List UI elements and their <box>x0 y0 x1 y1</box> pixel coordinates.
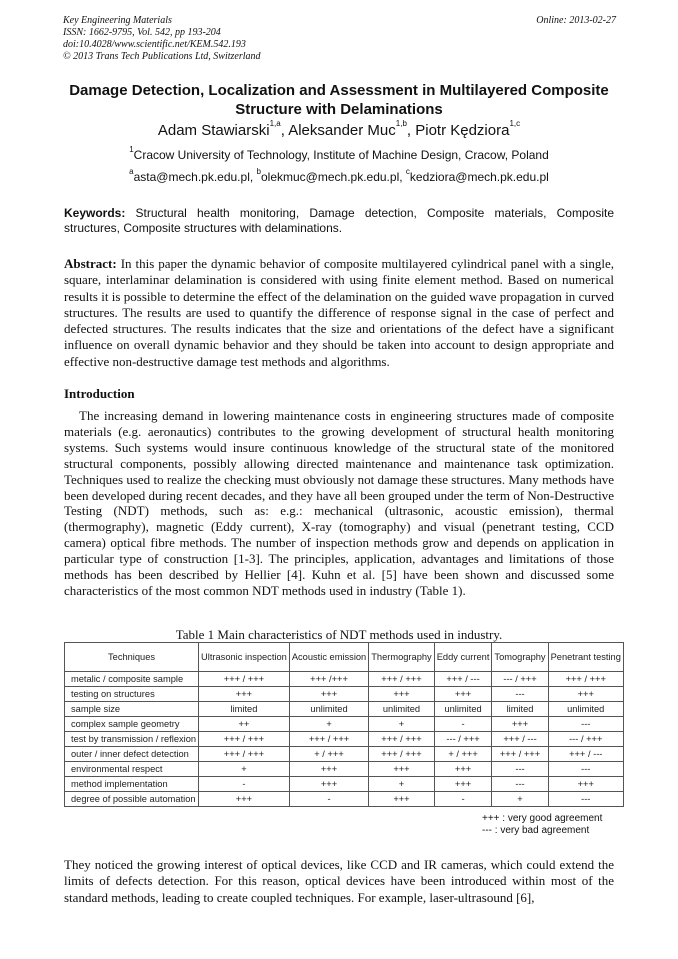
column-header: Thermography <box>369 643 434 672</box>
table-cell: +++ / --- <box>492 732 548 747</box>
table-cell: --- <box>492 777 548 792</box>
table-cell: +++ <box>434 777 492 792</box>
affiliation-sup: 1 <box>129 145 134 154</box>
column-header: Penetrant testing <box>548 643 623 672</box>
table-cell: + / +++ <box>434 747 492 762</box>
keywords-text: Structural health monitoring, Damage detection, Composite materials, Composite structures, Composite structures with delaminations. <box>64 206 614 235</box>
table-cell: +++ <box>369 762 434 777</box>
journal-metadata <box>63 15 261 63</box>
table-cell: limited <box>492 702 548 717</box>
legend-item: --- : very bad agreement <box>482 825 590 836</box>
table-cell: unlimited <box>289 702 368 717</box>
row-label-cell: environmental respect <box>65 762 199 777</box>
table-cell: --- <box>548 717 623 732</box>
author-list: Adam Stawiarski$^{1,a}$, Aleksander Muc$^{1,b}$, Piotr Kędziora$^{1,c}$ <box>157 119 521 139</box>
table-cell: - <box>289 792 368 807</box>
table-row <box>65 702 624 717</box>
table-caption: Table 1 Main characteristics of NDT methods used in industry. <box>175 627 503 642</box>
table-row <box>65 777 624 792</box>
table-header-row <box>65 643 624 672</box>
column-header: Techniques <box>65 643 199 672</box>
table-cell: unlimited <box>548 702 623 717</box>
table-cell: +++ <box>199 687 290 702</box>
table-cell: --- / +++ <box>548 732 623 747</box>
row-label-cell: outer / inner defect detection <box>65 747 199 762</box>
email-link[interactable]: kedziora@mech.pk.edu.pl <box>409 170 549 184</box>
table-row <box>65 747 624 762</box>
table-cell: unlimited <box>434 702 492 717</box>
table-cell: +++ / +++ <box>548 672 623 687</box>
row-label-cell: sample size <box>65 702 199 717</box>
column-header: Tomography <box>492 643 548 672</box>
table-row <box>65 672 624 687</box>
table-cell: +++ / +++ <box>199 732 290 747</box>
paper-title: Damage Detection, Localization and Assessment in Multilayered Composite Structure with Delaminations <box>69 82 609 118</box>
table-cell: + <box>369 717 434 732</box>
table-cell: --- / +++ <box>434 732 492 747</box>
table-cell: +++ / --- <box>434 672 492 687</box>
table-cell: +++ <box>289 762 368 777</box>
table-cell: +++ / +++ <box>492 747 548 762</box>
keywords-section <box>64 206 614 236</box>
affiliation <box>64 145 614 162</box>
table-cell: + <box>492 792 548 807</box>
table-cell: +++ / +++ <box>199 672 290 687</box>
table-row <box>65 792 624 807</box>
introduction-paragraph: The increasing demand in lowering maintenance costs in engineering structures made of composite materials (e.g. aeronautics) contributes to the growing development of structural health monitoring systems. Such systems would insure continuous knowledge of the structural state of the monitored structural components, possibly allowing directed maintenance and maintenance task optimization. Techniques used to realize the checking must obviously not damage these structures. Many methods have been developed during recent decades, and they have all been grouped under the term of Non-Destructive Testing (NDT) methods, such as: e.g.: mechanical (ultrasonic, acoustic emission), thermal (thermography), magnetic (Eddy current), X-ray (tomography) and visual (penetrant testing, CCD camera) optical fibre methods. The number of inspection methods grow and depends on application in particular type of construction [1-3]. The principles, application, advantages and limitations of those methods has been described by Hellier [4]. Kuhn et al. [5] have been shown and discussed some characteristics of the most common NDT methods used in industry (Table 1). <box>64 408 614 598</box>
table-row <box>65 717 624 732</box>
doi-line[interactable]: doi:10.4028/www.scientific.net/KEM.542.193 <box>63 39 246 50</box>
table-cell: + <box>369 777 434 792</box>
table-row <box>65 732 624 747</box>
table-cell: +++ <box>434 687 492 702</box>
table-cell: +++ <box>434 762 492 777</box>
table-cell: +++ / +++ <box>289 732 368 747</box>
table-cell: +++ <box>548 687 623 702</box>
author-name: Adam Stawiarski <box>157 122 270 139</box>
abstract-section <box>64 256 614 370</box>
online-date: Online: 2013-02-27 <box>536 15 616 26</box>
table-cell: --- <box>548 792 623 807</box>
email-link[interactable]: asta@mech.pk.edu.pl <box>133 170 250 184</box>
row-label-cell: metalic / composite sample <box>65 672 199 687</box>
issn-line: ISSN: 1662-9795, Vol. 542, pp 193-204 <box>63 27 221 38</box>
table-legend <box>482 813 602 837</box>
introduction-heading: Introduction <box>64 386 135 401</box>
author-sup: 1,a <box>269 119 281 128</box>
keywords-label: Keywords: <box>64 206 126 220</box>
table-cell: +++ <box>369 687 434 702</box>
row-label-cell: degree of possible automation <box>65 792 199 807</box>
table-cell: + / +++ <box>289 747 368 762</box>
author-name: Aleksander Muc <box>288 122 396 139</box>
table-cell: - <box>199 777 290 792</box>
table-cell: +++ / --- <box>548 747 623 762</box>
email-sup: a <box>129 167 134 176</box>
table-cell: unlimited <box>369 702 434 717</box>
author-sup: 1,b <box>395 119 407 128</box>
table-row <box>65 687 624 702</box>
column-header: Ultrasonic inspection <box>199 643 290 672</box>
table-cell: +++ /+++ <box>289 672 368 687</box>
table-cell: +++ <box>548 777 623 792</box>
table-cell: + <box>289 717 368 732</box>
table-cell: +++ <box>369 792 434 807</box>
table-cell: +++ <box>289 687 368 702</box>
table-cell: +++ / +++ <box>369 672 434 687</box>
table-cell: - <box>434 792 492 807</box>
author-name: Piotr Kędziora <box>415 122 510 139</box>
table-cell: +++ / +++ <box>369 747 434 762</box>
table-cell: + <box>199 762 290 777</box>
table-cell: +++ <box>199 792 290 807</box>
email-sup: b <box>256 167 261 176</box>
table-cell: - <box>434 717 492 732</box>
table-cell: --- <box>492 762 548 777</box>
email-sup: c <box>405 167 410 176</box>
table-cell: +++ <box>289 777 368 792</box>
table-cell: ++ <box>199 717 290 732</box>
author-sup: 1,c <box>509 119 521 128</box>
copyright-line: © 2013 Trans Tech Publications Ltd, Switzerland <box>63 51 261 62</box>
abstract-label: Abstract: <box>64 256 117 271</box>
journal-name: Key Engineering Materials <box>63 15 172 26</box>
column-header: Acoustic emission <box>289 643 368 672</box>
legend-item: +++ : very good agreement <box>482 813 603 824</box>
column-header: Eddy current <box>434 643 492 672</box>
row-label-cell: complex sample geometry <box>65 717 199 732</box>
affiliation-text: Cracow University of Technology, Institute of Machine Design, Cracow, Poland <box>133 148 549 162</box>
row-label-cell: test by transmission / reflexion <box>65 732 199 747</box>
table-row <box>65 762 624 777</box>
body-paragraph: They noticed the growing interest of optical devices, like CCD and IR cameras, which could extend the limits of defects detection. For this reason, optical devices have been introduced within most of the standard methods, leading to create coupled techniques. For example, laser-ultrasound [6], <box>64 857 614 905</box>
table-cell: +++ <box>492 717 548 732</box>
ndt-methods-table <box>64 642 624 807</box>
email-list: $^a$asta@mech.pk.edu.pl, $^b$olekmuc@mech.pk.edu.pl, $^c$kedziora@mech.pk.edu.pl <box>129 167 549 184</box>
row-label-cell: method implementation <box>65 777 199 792</box>
table-cell: --- <box>548 762 623 777</box>
table-cell: --- / +++ <box>492 672 548 687</box>
email-link[interactable]: olekmuc@mech.pk.edu.pl <box>260 170 400 184</box>
row-label-cell: testing on structures <box>65 687 199 702</box>
table-cell: limited <box>199 702 290 717</box>
table-cell: +++ / +++ <box>199 747 290 762</box>
table-cell: +++ / +++ <box>369 732 434 747</box>
table-cell: --- <box>492 687 548 702</box>
abstract-text: In this paper the dynamic behavior of composite multilayered cylindrical panel with a single, square, interlaminar delamination is considered with using finite element method. Based on numerical results it is possible to determine the effect of the delamination on the guided wave propagation in curved structures. The results are used to quantify the difference of response signal in the case of perfect and defected structures. The results indicates that the size and orientations of the defect have a significant influence on overall dynamic behavior and they should be taken into account to design appropriate and effective non-destructive damage test methods and algorithms. <box>64 256 614 369</box>
